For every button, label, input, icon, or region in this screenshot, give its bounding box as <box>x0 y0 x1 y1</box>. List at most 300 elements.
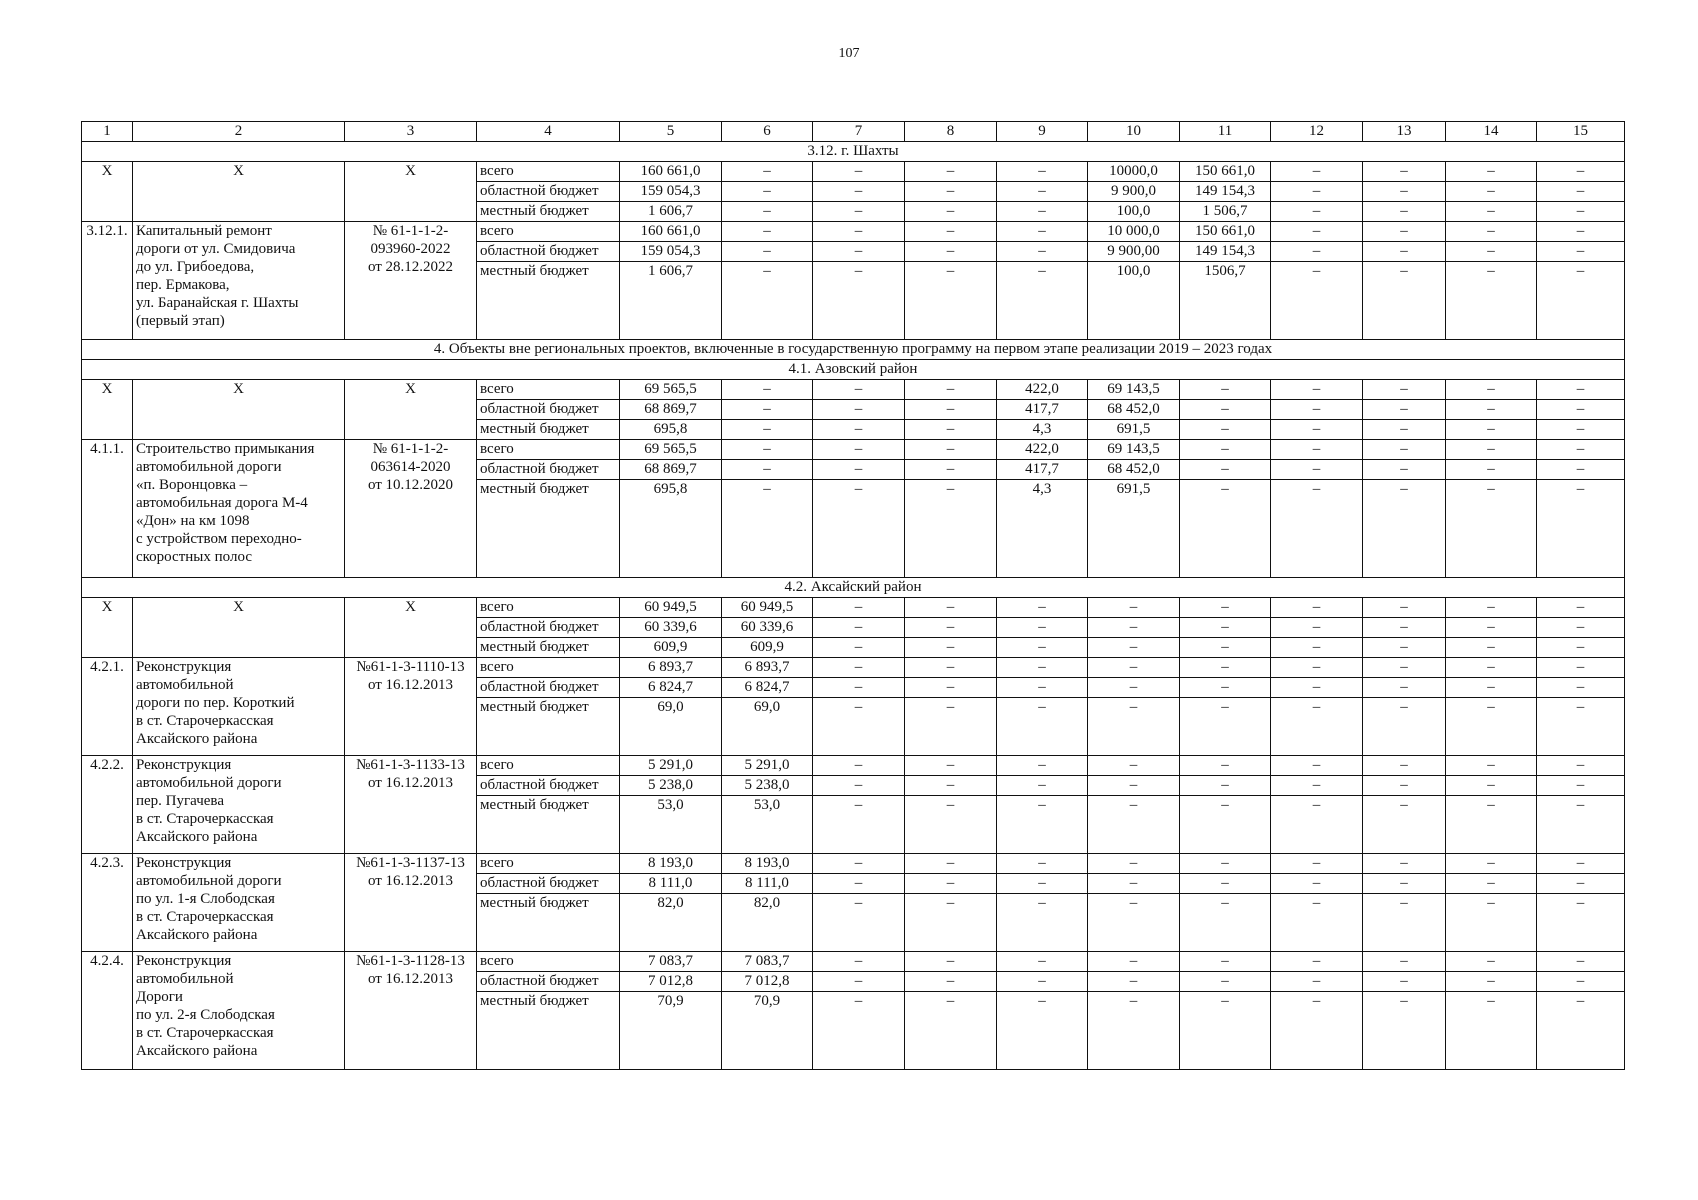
dash-cell: – <box>1363 972 1446 992</box>
dash-cell: – <box>813 776 905 796</box>
dash-cell: – <box>1363 420 1446 440</box>
dash-cell: – <box>1446 202 1537 222</box>
dash-cell: – <box>1446 480 1537 578</box>
amount-cell: 68 452,0 <box>1088 460 1180 480</box>
dash-cell: – <box>997 242 1088 262</box>
dash-cell: – <box>1363 776 1446 796</box>
dash-cell: – <box>1088 638 1180 658</box>
dash-cell: – <box>813 460 905 480</box>
dash-cell: – <box>1363 162 1446 182</box>
dash-cell: – <box>1088 992 1180 1070</box>
budget-table <box>81 121 1625 1070</box>
budget-source-label: областной бюджет <box>477 874 620 894</box>
dash-cell: – <box>1271 952 1363 972</box>
dash-cell: – <box>1363 952 1446 972</box>
budget-source-label: всего <box>477 854 620 874</box>
dash-cell: – <box>905 874 997 894</box>
dash-cell: – <box>1537 618 1625 638</box>
amount-cell: 159 054,3 <box>620 182 722 202</box>
item-number: 4.2.2. <box>82 756 133 854</box>
dash-cell: – <box>1088 658 1180 678</box>
dash-cell: – <box>813 638 905 658</box>
amount-cell: 422,0 <box>997 440 1088 460</box>
budget-source-label: областной бюджет <box>477 776 620 796</box>
amount-cell: 8 193,0 <box>620 854 722 874</box>
dash-cell: – <box>1180 698 1271 756</box>
dash-cell: – <box>1180 380 1271 400</box>
amount-cell: 5 291,0 <box>620 756 722 776</box>
project-document: №61-1-3-1133-13 от 16.12.2013 <box>345 756 477 854</box>
amount-cell: 10 000,0 <box>1088 222 1180 242</box>
dash-cell: – <box>1363 874 1446 894</box>
object-name: Х <box>133 598 345 658</box>
dash-cell: – <box>997 756 1088 776</box>
budget-source-label: всего <box>477 658 620 678</box>
dash-cell: – <box>1363 242 1446 262</box>
dash-cell: – <box>1271 618 1363 638</box>
dash-cell: – <box>905 854 997 874</box>
dash-cell: – <box>1537 242 1625 262</box>
dash-cell: – <box>1537 756 1625 776</box>
dash-cell: – <box>1271 894 1363 952</box>
dash-cell: – <box>1088 894 1180 952</box>
dash-cell: – <box>1180 678 1271 698</box>
amount-cell: 53,0 <box>722 796 813 854</box>
amount-cell: 4,3 <box>997 420 1088 440</box>
dash-cell: – <box>997 952 1088 972</box>
amount-cell: 6 893,7 <box>722 658 813 678</box>
amount-cell: 7 083,7 <box>722 952 813 972</box>
dash-cell: – <box>1088 698 1180 756</box>
dash-cell: – <box>1271 776 1363 796</box>
object-name: Реконструкция автомобильной дороги пер. Пугачева в ст. Старочеркасская Аксайского района <box>133 756 345 854</box>
table-row <box>82 658 1625 678</box>
dash-cell: – <box>813 952 905 972</box>
amount-cell: 69,0 <box>722 698 813 756</box>
dash-cell: – <box>1363 480 1446 578</box>
amount-cell: 69 143,5 <box>1088 380 1180 400</box>
dash-cell: – <box>905 182 997 202</box>
item-number: 4.2.3. <box>82 854 133 952</box>
dash-cell: – <box>1446 796 1537 854</box>
dash-cell: – <box>1363 756 1446 776</box>
dash-cell: – <box>1537 222 1625 242</box>
dash-cell: – <box>813 598 905 618</box>
item-number: Х <box>82 598 133 658</box>
col-header: 3 <box>345 122 477 142</box>
dash-cell: – <box>1537 480 1625 578</box>
dash-cell: – <box>1271 756 1363 776</box>
dash-cell: – <box>905 796 997 854</box>
item-number: 4.2.4. <box>82 952 133 1070</box>
dash-cell: – <box>1446 400 1537 420</box>
dash-cell: – <box>1180 658 1271 678</box>
budget-source-label: всего <box>477 440 620 460</box>
amount-cell: 1 506,7 <box>1180 202 1271 222</box>
dash-cell: – <box>997 262 1088 340</box>
table-row <box>82 440 1625 460</box>
dash-cell: – <box>1537 440 1625 460</box>
dash-cell: – <box>1363 618 1446 638</box>
amount-cell: 1 606,7 <box>620 262 722 340</box>
dash-cell: – <box>813 658 905 678</box>
dash-cell: – <box>722 242 813 262</box>
dash-cell: – <box>1180 952 1271 972</box>
dash-cell: – <box>813 262 905 340</box>
dash-cell: – <box>1537 638 1625 658</box>
amount-cell: 82,0 <box>722 894 813 952</box>
amount-cell: 422,0 <box>997 380 1088 400</box>
dash-cell: – <box>1537 992 1625 1070</box>
dash-cell: – <box>905 698 997 756</box>
dash-cell: – <box>1446 460 1537 480</box>
amount-cell: 60 949,5 <box>620 598 722 618</box>
dash-cell: – <box>1537 202 1625 222</box>
dash-cell: – <box>1363 658 1446 678</box>
project-document: №61-1-3-1128-13 от 16.12.2013 <box>345 952 477 1070</box>
section-heading-row <box>82 578 1625 598</box>
dash-cell: – <box>905 618 997 638</box>
dash-cell: – <box>1446 380 1537 400</box>
col-header: 6 <box>722 122 813 142</box>
dash-cell: – <box>1363 440 1446 460</box>
dash-cell: – <box>1363 182 1446 202</box>
budget-source-label: всего <box>477 598 620 618</box>
amount-cell: 1 606,7 <box>620 202 722 222</box>
dash-cell: – <box>997 796 1088 854</box>
dash-cell: – <box>1446 894 1537 952</box>
dash-cell: – <box>1537 698 1625 756</box>
dash-cell: – <box>1363 796 1446 854</box>
dash-cell: – <box>722 400 813 420</box>
dash-cell: – <box>1180 440 1271 460</box>
dash-cell: – <box>722 420 813 440</box>
dash-cell: – <box>905 162 997 182</box>
dash-cell: – <box>1271 658 1363 678</box>
dash-cell: – <box>1180 992 1271 1070</box>
amount-cell: 53,0 <box>620 796 722 854</box>
dash-cell: – <box>905 952 997 972</box>
budget-source-label: областной бюджет <box>477 678 620 698</box>
dash-cell: – <box>1363 894 1446 952</box>
dash-cell: – <box>997 698 1088 756</box>
dash-cell: – <box>1271 222 1363 242</box>
amount-cell: 100,0 <box>1088 202 1180 222</box>
object-name: Капитальный ремонт дороги от ул. Смидовича до ул. Грибоедова, пер. Ермакова, ул. Баранайская г. Шахты (первый этап) <box>133 222 345 340</box>
amount-cell: 691,5 <box>1088 480 1180 578</box>
dash-cell: – <box>1537 874 1625 894</box>
section-heading: 4. Объекты вне региональных проектов, включенные в государственную программу на первом этапе реализации 2019 – 2023 годах <box>82 340 1625 360</box>
dash-cell: – <box>1446 952 1537 972</box>
dash-cell: – <box>1088 796 1180 854</box>
table-row <box>82 598 1625 618</box>
dash-cell: – <box>722 182 813 202</box>
item-number: 3.12.1. <box>82 222 133 340</box>
budget-source-label: всего <box>477 756 620 776</box>
dash-cell: – <box>1363 678 1446 698</box>
dash-cell: – <box>813 894 905 952</box>
dash-cell: – <box>1446 618 1537 638</box>
col-header: 12 <box>1271 122 1363 142</box>
dash-cell: – <box>813 480 905 578</box>
section-heading: 3.12. г. Шахты <box>82 142 1625 162</box>
item-number: 4.1.1. <box>82 440 133 578</box>
budget-source-label: местный бюджет <box>477 796 620 854</box>
dash-cell: – <box>905 480 997 578</box>
dash-cell: – <box>813 162 905 182</box>
amount-cell: 68 452,0 <box>1088 400 1180 420</box>
dash-cell: – <box>905 222 997 242</box>
dash-cell: – <box>813 618 905 638</box>
table-row <box>82 756 1625 776</box>
dash-cell: – <box>1271 440 1363 460</box>
dash-cell: – <box>905 658 997 678</box>
page-number: 107 <box>838 46 860 61</box>
amount-cell: 150 661,0 <box>1180 162 1271 182</box>
dash-cell: – <box>813 992 905 1070</box>
dash-cell: – <box>1180 894 1271 952</box>
amount-cell: 5 238,0 <box>722 776 813 796</box>
dash-cell: – <box>1446 776 1537 796</box>
budget-source-label: местный бюджет <box>477 894 620 952</box>
col-header: 8 <box>905 122 997 142</box>
dash-cell: – <box>1363 262 1446 340</box>
budget-source-label: областной бюджет <box>477 972 620 992</box>
table-row <box>82 380 1625 400</box>
dash-cell: – <box>1271 420 1363 440</box>
project-document: № 61-1-1-2- 093960-2022 от 28.12.2022 <box>345 222 477 340</box>
amount-cell: 70,9 <box>722 992 813 1070</box>
dash-cell: – <box>813 698 905 756</box>
dash-cell: – <box>1537 894 1625 952</box>
dash-cell: – <box>905 992 997 1070</box>
dash-cell: – <box>1180 420 1271 440</box>
dash-cell: – <box>1446 440 1537 460</box>
dash-cell: – <box>1088 618 1180 638</box>
dash-cell: – <box>1271 678 1363 698</box>
dash-cell: – <box>1271 460 1363 480</box>
dash-cell: – <box>997 182 1088 202</box>
col-header: 4 <box>477 122 620 142</box>
table-body <box>82 122 1625 1070</box>
amount-cell: 8 193,0 <box>722 854 813 874</box>
budget-source-label: областной бюджет <box>477 618 620 638</box>
project-document: №61-1-3-1110-13 от 16.12.2013 <box>345 658 477 756</box>
amount-cell: 695,8 <box>620 480 722 578</box>
dash-cell: – <box>1446 992 1537 1070</box>
dash-cell: – <box>997 776 1088 796</box>
col-header: 11 <box>1180 122 1271 142</box>
amount-cell: 6 824,7 <box>722 678 813 698</box>
dash-cell: – <box>1363 992 1446 1070</box>
budget-source-label: областной бюджет <box>477 242 620 262</box>
dash-cell: – <box>1446 678 1537 698</box>
object-name: Реконструкция автомобильной дороги по ул. 1-я Слободская в ст. Старочеркасская Аксайского района <box>133 854 345 952</box>
amount-cell: 70,9 <box>620 992 722 1070</box>
dash-cell: – <box>1363 460 1446 480</box>
dash-cell: – <box>1537 598 1625 618</box>
amount-cell: 159 054,3 <box>620 242 722 262</box>
budget-source-label: областной бюджет <box>477 400 620 420</box>
dash-cell: – <box>1537 776 1625 796</box>
dash-cell: – <box>1271 698 1363 756</box>
dash-cell: – <box>813 440 905 460</box>
amount-cell: 69 143,5 <box>1088 440 1180 460</box>
col-header: 2 <box>133 122 345 142</box>
dash-cell: – <box>1446 756 1537 776</box>
dash-cell: – <box>1271 598 1363 618</box>
amount-cell: 609,9 <box>722 638 813 658</box>
dash-cell: – <box>1271 874 1363 894</box>
dash-cell: – <box>1180 874 1271 894</box>
dash-cell: – <box>813 678 905 698</box>
dash-cell: – <box>997 992 1088 1070</box>
amount-cell: 160 661,0 <box>620 162 722 182</box>
amount-cell: 82,0 <box>620 894 722 952</box>
amount-cell: 417,7 <box>997 460 1088 480</box>
project-document: Х <box>345 380 477 440</box>
amount-cell: 6 893,7 <box>620 658 722 678</box>
dash-cell: – <box>722 162 813 182</box>
dash-cell: – <box>1446 182 1537 202</box>
dash-cell: – <box>1537 658 1625 678</box>
section-heading: 4.2. Аксайский район <box>82 578 1625 598</box>
dash-cell: – <box>1180 638 1271 658</box>
dash-cell: – <box>997 598 1088 618</box>
dash-cell: – <box>1537 400 1625 420</box>
dash-cell: – <box>1271 854 1363 874</box>
budget-source-label: местный бюджет <box>477 698 620 756</box>
dash-cell: – <box>1088 952 1180 972</box>
dash-cell: – <box>1446 658 1537 678</box>
col-header: 1 <box>82 122 133 142</box>
dash-cell: – <box>813 972 905 992</box>
dash-cell: – <box>722 262 813 340</box>
col-header: 7 <box>813 122 905 142</box>
object-name: Х <box>133 162 345 222</box>
col-header: 13 <box>1363 122 1446 142</box>
dash-cell: – <box>1363 380 1446 400</box>
dash-cell: – <box>1363 222 1446 242</box>
dash-cell: – <box>1537 380 1625 400</box>
dash-cell: – <box>1088 854 1180 874</box>
item-number: Х <box>82 162 133 222</box>
section-heading: 4.1. Азовский район <box>82 360 1625 380</box>
section-heading-row <box>82 142 1625 162</box>
dash-cell: – <box>905 756 997 776</box>
dash-cell: – <box>1180 854 1271 874</box>
dash-cell: – <box>1446 698 1537 756</box>
dash-cell: – <box>905 262 997 340</box>
dash-cell: – <box>1271 182 1363 202</box>
dash-cell: – <box>813 222 905 242</box>
dash-cell: – <box>905 972 997 992</box>
budget-source-label: всего <box>477 222 620 242</box>
dash-cell: – <box>1180 598 1271 618</box>
dash-cell: – <box>1446 972 1537 992</box>
dash-cell: – <box>1180 400 1271 420</box>
amount-cell: 9 900,00 <box>1088 242 1180 262</box>
dash-cell: – <box>1271 480 1363 578</box>
dash-cell: – <box>997 678 1088 698</box>
dash-cell: – <box>722 202 813 222</box>
item-number: Х <box>82 380 133 440</box>
dash-cell: – <box>1088 678 1180 698</box>
col-header: 9 <box>997 122 1088 142</box>
col-header: 5 <box>620 122 722 142</box>
budget-source-label: всего <box>477 380 620 400</box>
dash-cell: – <box>722 222 813 242</box>
dash-cell: – <box>1088 756 1180 776</box>
dash-cell: – <box>1446 242 1537 262</box>
dash-cell: – <box>1271 638 1363 658</box>
dash-cell: – <box>722 480 813 578</box>
dash-cell: – <box>1088 972 1180 992</box>
dash-cell: – <box>997 638 1088 658</box>
project-document: №61-1-3-1137-13 от 16.12.2013 <box>345 854 477 952</box>
dash-cell: – <box>1537 182 1625 202</box>
dash-cell: – <box>997 894 1088 952</box>
dash-cell: – <box>1446 874 1537 894</box>
dash-cell: – <box>722 460 813 480</box>
amount-cell: 60 339,6 <box>620 618 722 638</box>
amount-cell: 417,7 <box>997 400 1088 420</box>
dash-cell: – <box>1363 400 1446 420</box>
amount-cell: 68 869,7 <box>620 460 722 480</box>
dash-cell: – <box>1271 162 1363 182</box>
dash-cell: – <box>997 202 1088 222</box>
amount-cell: 10000,0 <box>1088 162 1180 182</box>
dash-cell: – <box>1180 480 1271 578</box>
budget-source-label: местный бюджет <box>477 202 620 222</box>
dash-cell: – <box>905 202 997 222</box>
item-number: 4.2.1. <box>82 658 133 756</box>
amount-cell: 5 238,0 <box>620 776 722 796</box>
dash-cell: – <box>1446 598 1537 618</box>
dash-cell: – <box>1271 400 1363 420</box>
table-row <box>82 162 1625 182</box>
budget-source-label: местный бюджет <box>477 480 620 578</box>
dash-cell: – <box>905 420 997 440</box>
dash-cell: – <box>905 638 997 658</box>
object-name: Реконструкция автомобильной дороги по пер. Короткий в ст. Старочеркасская Аксайского района <box>133 658 345 756</box>
dash-cell: – <box>997 854 1088 874</box>
amount-cell: 9 900,0 <box>1088 182 1180 202</box>
amount-cell: 69 565,5 <box>620 380 722 400</box>
dash-cell: – <box>1537 796 1625 854</box>
dash-cell: – <box>1180 796 1271 854</box>
dash-cell: – <box>1537 972 1625 992</box>
amount-cell: 150 661,0 <box>1180 222 1271 242</box>
dash-cell: – <box>1363 698 1446 756</box>
table-row <box>82 952 1625 972</box>
dash-cell: – <box>997 222 1088 242</box>
amount-cell: 1506,7 <box>1180 262 1271 340</box>
dash-cell: – <box>1537 854 1625 874</box>
budget-source-label: местный бюджет <box>477 638 620 658</box>
dash-cell: – <box>813 420 905 440</box>
project-document: № 61-1-1-2- 063614-2020 от 10.12.2020 <box>345 440 477 578</box>
dash-cell: – <box>997 658 1088 678</box>
amount-cell: 69,0 <box>620 698 722 756</box>
dash-cell: – <box>1180 756 1271 776</box>
section-heading-row <box>82 360 1625 380</box>
budget-source-label: местный бюджет <box>477 262 620 340</box>
dash-cell: – <box>1537 262 1625 340</box>
section-heading-row <box>82 340 1625 360</box>
dash-cell: – <box>1446 420 1537 440</box>
dash-cell: – <box>905 776 997 796</box>
